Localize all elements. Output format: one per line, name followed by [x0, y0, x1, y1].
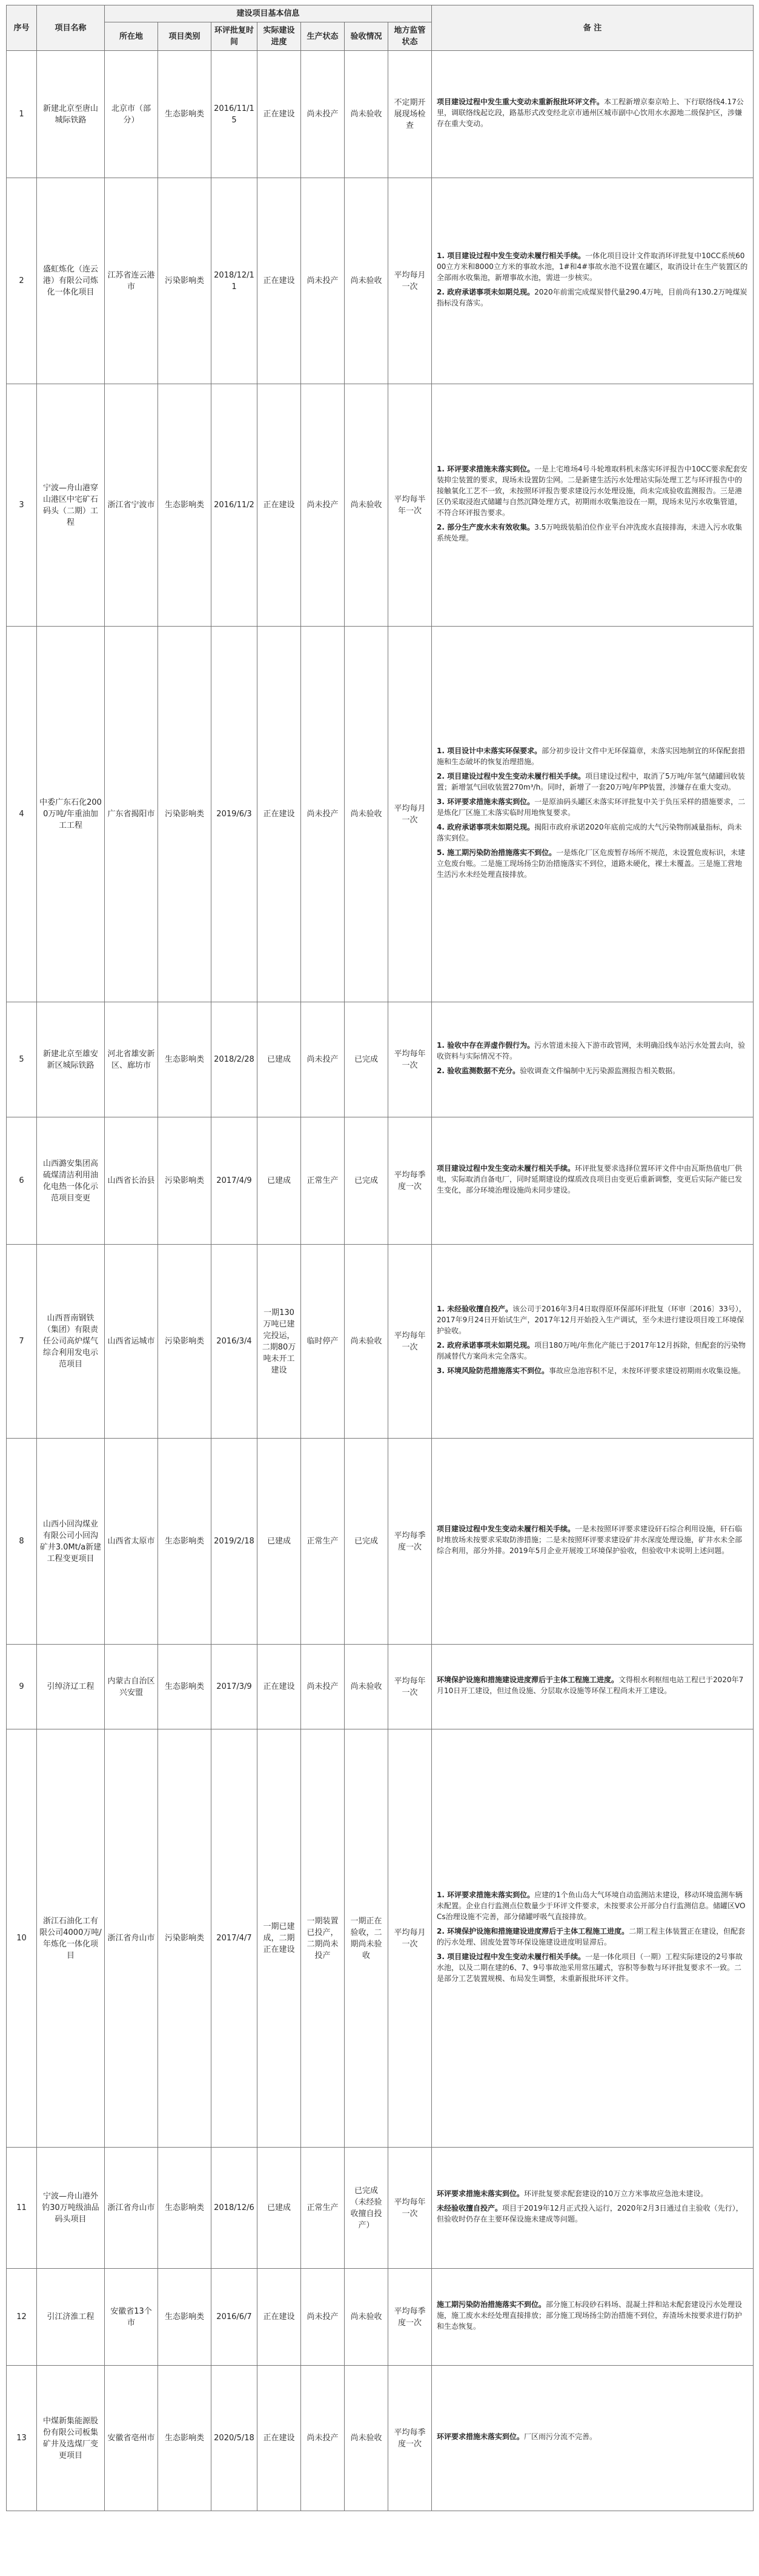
table-body — [7, 51, 754, 2511]
remark-paragraph — [437, 771, 748, 793]
cell-location: 广东省揭阳市 — [105, 627, 158, 1002]
cell-acceptance: 尚未验收 — [345, 1645, 388, 1729]
header-remarks: 备 注 — [432, 5, 754, 51]
header-seq: 序号 — [7, 5, 37, 51]
table-row — [7, 2269, 754, 2366]
cell-category: 生态影响类 — [158, 1002, 211, 1117]
remark-text: 事故应急池容积不足，未按环评要求建设初期雨水收集设施。 — [549, 1366, 746, 1375]
remark-paragraph — [437, 1303, 748, 1336]
cell-category: 污染影响类 — [158, 178, 211, 384]
remark-text: 部分施工标段砂石料场、混凝土拌和站未配套建设污水处理设施，施工废水未经处理直接排放；部分施工现场扬尘防治措施不到位，弃渣场未按要求进行防护和生态恢复。 — [437, 2300, 743, 2331]
remark-text: 项目于2019年12月正式投入运行，2020年2月3日通过自主验收（先行），但验收时仍存在主要环保设施未建成等问题。 — [437, 2203, 743, 2223]
cell-category: 生态影响类 — [158, 2148, 211, 2269]
cell-production: 正常生产 — [301, 1439, 345, 1645]
cell-supervision: 平均每月一次 — [388, 627, 432, 1002]
remark-paragraph — [437, 287, 748, 308]
remark-heading: 未经验收擅自投产。 — [437, 2203, 503, 2212]
cell-category: 污染影响类 — [158, 627, 211, 1002]
cell-production: 尚未投产 — [301, 178, 345, 384]
cell-seq: 10 — [7, 1729, 37, 2148]
remark-paragraph — [437, 522, 748, 544]
remark-text: 一体化项目设计文件取消环评批复中10CC系统6000立方米和8000立方米的事故水池，1#和4#事故水池不设置在罐区，取消设计在生产装置区的全部雨水收集池，新增事故水池，需进一步核实。 — [437, 251, 748, 282]
cell-production: 一期装置已投产，二期尚未投产 — [301, 1729, 345, 2148]
remark-paragraph — [437, 2203, 748, 2225]
remark-paragraph — [437, 1340, 748, 1362]
header-row-1 — [7, 5, 754, 22]
cell-category: 污染影响类 — [158, 1245, 211, 1439]
cell-production: 尚未投产 — [301, 1002, 345, 1117]
header-production: 生产状态 — [301, 22, 345, 51]
cell-supervision: 平均每月一次 — [388, 178, 432, 384]
cell-supervision: 平均每年一次 — [388, 1645, 432, 1729]
remark-heading: 2. 环境保护设施和措施建设进度滞后于主体工程施工进度。 — [437, 1926, 629, 1935]
cell-progress: 正在建设 — [257, 2269, 301, 2366]
cell-name: 新建北京至唐山城际铁路 — [37, 51, 105, 178]
cell-acceptance: 已完成（未经验收擅自投产） — [345, 2148, 388, 2269]
cell-name: 山西小回沟煤业有限公司小回沟矿井3.0Mt/a新建工程变更项目 — [37, 1439, 105, 1645]
remark-text: 应建的1个鱼山岛大气环境自动监测站未建设，移动环境监测车辆未配置。企业自行监测点位数量少于环评文件要求，未按要求公开部分自行监测信息。储罐区VOCs治理设施不完善，部分储罐呼吸气直接排放。 — [437, 1890, 746, 1921]
project-table — [6, 5, 754, 2511]
remark-paragraph — [437, 1163, 748, 1196]
cell-remarks — [432, 1439, 754, 1645]
remark-text: 一是原油码头罐区未落实环评批复中关于负压采样的措施要求，二是炼化厂区施工未落实临时用地恢复要求。 — [437, 797, 746, 817]
remark-text: 污水管道未接入下游市政管网，未明确沿线车站污水处置去向，验收资料与实际情况不符。 — [437, 1040, 746, 1060]
cell-production: 正常生产 — [301, 1117, 345, 1245]
cell-remarks — [432, 384, 754, 627]
cell-location: 河北省雄安新区、廊坊市 — [105, 1002, 158, 1117]
cell-approval: 2019/2/18 — [211, 1439, 257, 1645]
remark-text: 3.5万吨级装船泊位作业平台冲洗废水直接排海，未进入污水收集系统处理。 — [437, 522, 743, 542]
remark-text: 一是炼化厂区危废暂存场所不规范，未设置危废标识，未建立危废台账。二是施工现场扬尘防治措施落实不到位，道路未硬化，裸土未覆盖。三是施工营地生活污水未经处理直接排放。 — [437, 848, 746, 879]
remark-heading: 1. 验收中存在弄虚作假行为。 — [437, 1040, 535, 1050]
cell-location: 山西省运城市 — [105, 1245, 158, 1439]
remark-paragraph — [437, 1523, 748, 1556]
cell-location: 山西省长治县 — [105, 1117, 158, 1245]
cell-location: 浙江省舟山市 — [105, 2148, 158, 2269]
remark-heading: 1. 环评要求措施未落实到位。 — [437, 1890, 535, 1899]
remark-text: 一是上宅堆场4号斗轮堆取料机未落实环评报告中10CC要求配套安装抑尘装置的要求，现场未设置防尘网。二是新建生活污水处理站实际处理工艺与环评报告中的接触氧化工艺不一致，未按照环评报告要求建设污水处理设施，尚未完成验收监测报告。三是港区仍采取浸泡式储罐与自然沉降处理方式，初期雨水收集池设在一期，现场未见污水收集管道，不符合环评报告要求。 — [437, 464, 747, 517]
cell-acceptance: 已完成 — [345, 1117, 388, 1245]
cell-approval: 2018/12/11 — [211, 178, 257, 384]
table-row — [7, 1645, 754, 1729]
cell-acceptance: 尚未验收 — [345, 178, 388, 384]
table-row — [7, 1002, 754, 1117]
remark-paragraph — [437, 745, 748, 767]
cell-acceptance: 一期正在验收，二期尚未验收 — [345, 1729, 388, 2148]
remark-text: 文得根水利枢纽电站工程已于2020年7月10日开工建设，但过鱼设施、分层取水设施等环保工程尚未开工建设。 — [437, 1675, 744, 1695]
cell-location: 安徽省亳州市 — [105, 2366, 158, 2511]
cell-progress: 一期130万吨已建完投运，二期80万吨未开工建设 — [257, 1245, 301, 1439]
remark-text: 一是一体化项目（一期）工程实际建设的2号事故水池，以及二期在建的6、7、9号事故池采用常压罐式，容积等参数与环评批复要求不一致。二是部分工艺装置规模、布局发生调整，未重新报批环评文件。 — [437, 1952, 743, 1983]
cell-remarks — [432, 1729, 754, 2148]
cell-approval: 2017/4/7 — [211, 1729, 257, 2148]
remark-paragraph — [437, 847, 748, 880]
remark-text: 项目180万吨/年焦化产能已于2017年12月拆除，但配套的污染物削减替代方案尚未完全落实。 — [437, 1340, 746, 1360]
cell-name: 浙江石油化工有限公司4000万吨/年炼化一体化项目 — [37, 1729, 105, 2148]
remark-heading: 2. 政府承诺事项未如期兑现。 — [437, 1340, 535, 1350]
cell-approval: 2018/2/28 — [211, 1002, 257, 1117]
remark-text: 一是未按照环评要求建设矸石综合利用设施，矸石临时堆放场未按要求采取防渗措施；二是未按照环评要求建设矿井水深度处理设施，矿井水未全部综合利用，部分外排。2019年5月企业开展竣工环境保护验收，但验收中未说明上述问题。 — [437, 1524, 743, 1555]
remark-heading: 项目建设过程中发生变动未履行相关手续。 — [437, 1163, 575, 1173]
cell-remarks — [432, 51, 754, 178]
cell-seq: 4 — [7, 627, 37, 1002]
cell-name: 中委广东石化2000万吨/年重油加工工程 — [37, 627, 105, 1002]
remark-heading: 项目建设过程中发生变动未履行相关手续。 — [437, 1524, 575, 1533]
cell-production: 尚未投产 — [301, 2366, 345, 2511]
cell-category: 生态影响类 — [158, 1439, 211, 1645]
cell-name: 宁波—舟山港外钓30万吨级油品码头项目 — [37, 2148, 105, 2269]
cell-seq: 8 — [7, 1439, 37, 1645]
remark-heading: 环境保护设施和措施建设进度滞后于主体工程施工进度。 — [437, 1675, 619, 1684]
cell-category: 生态影响类 — [158, 1645, 211, 1729]
cell-supervision: 平均每季度一次 — [388, 1439, 432, 1645]
cell-category: 污染影响类 — [158, 1729, 211, 2148]
cell-supervision: 平均每季度一次 — [388, 2366, 432, 2511]
header-supervision: 地方监管状态 — [388, 22, 432, 51]
cell-location: 北京市（部分） — [105, 51, 158, 178]
cell-name: 山西潞安集团高硫煤清洁利用油化电热一体化示范项目变更 — [37, 1117, 105, 1245]
cell-production: 尚未投产 — [301, 627, 345, 1002]
header-acceptance: 验收情况 — [345, 22, 388, 51]
cell-seq: 6 — [7, 1117, 37, 1245]
cell-progress: 正在建设 — [257, 178, 301, 384]
remark-paragraph — [437, 1951, 748, 1984]
cell-location: 浙江省宁波市 — [105, 384, 158, 627]
cell-name: 新建北京至雄安新区城际铁路 — [37, 1002, 105, 1117]
cell-seq: 7 — [7, 1245, 37, 1439]
table-row — [7, 2148, 754, 2269]
cell-remarks — [432, 1117, 754, 1245]
cell-remarks — [432, 2269, 754, 2366]
cell-production: 尚未投产 — [301, 2269, 345, 2366]
cell-progress: 正在建设 — [257, 1645, 301, 1729]
remark-paragraph — [437, 1889, 748, 1922]
cell-production: 正常生产 — [301, 2148, 345, 2269]
inspection-document — [6, 5, 753, 2511]
cell-progress: 已建成 — [257, 1117, 301, 1245]
cell-supervision: 平均每年一次 — [388, 2148, 432, 2269]
remark-text: 2020年前需完成煤炭替代量290.4万吨，目前尚有130.2万吨煤炭指标没有落实。 — [437, 287, 747, 307]
cell-supervision: 平均每月一次 — [388, 1729, 432, 2148]
cell-supervision: 平均每年一次 — [388, 1245, 432, 1439]
cell-progress: 正在建设 — [257, 2366, 301, 2511]
cell-remarks — [432, 2366, 754, 2511]
header-progress: 实际建设进度 — [257, 22, 301, 51]
remark-paragraph — [437, 1926, 748, 1948]
remark-text: 环评批复要求配套建设的10万立方米事故应急池未建设。 — [524, 2189, 708, 2198]
remark-paragraph — [437, 1065, 748, 1076]
cell-location: 安徽省13个市 — [105, 2269, 158, 2366]
cell-production: 尚未投产 — [301, 1645, 345, 1729]
table-row — [7, 51, 754, 178]
cell-location: 山西省太原市 — [105, 1439, 158, 1645]
cell-approval: 2020/5/18 — [211, 2366, 257, 2511]
remark-heading: 2. 政府承诺事项未如期兑现。 — [437, 287, 535, 296]
cell-remarks — [432, 627, 754, 1002]
cell-name: 引江济淮工程 — [37, 2269, 105, 2366]
cell-remarks — [432, 1245, 754, 1439]
remark-heading: 1. 项目建设过程中发生变动未履行相关手续。 — [437, 251, 586, 260]
remark-heading: 5. 施工期污染防治措施落实不到位。 — [437, 848, 557, 857]
cell-approval: 2018/12/6 — [211, 2148, 257, 2269]
cell-approval: 2019/6/3 — [211, 627, 257, 1002]
cell-seq: 9 — [7, 1645, 37, 1729]
table-row — [7, 178, 754, 384]
cell-category: 生态影响类 — [158, 384, 211, 627]
cell-approval: 2017/4/9 — [211, 1117, 257, 1245]
cell-remarks — [432, 2148, 754, 2269]
table-row — [7, 1245, 754, 1439]
remark-heading: 1. 未经验收擅自投产。 — [437, 1304, 513, 1313]
remark-paragraph — [437, 1040, 748, 1062]
cell-seq: 12 — [7, 2269, 37, 2366]
cell-seq: 2 — [7, 178, 37, 384]
cell-remarks — [432, 1002, 754, 1117]
remark-text: 二期工程主体装置正在建设，但配套的污水处理、固废处置等环保设施建设进度明显滞后。 — [437, 1926, 746, 1946]
remark-text: 本工程新增京秦京哈上、下行联络线4.17公里，调联络线起讫段，路基形式改变经北京市通州区城市副中心饮用水水源地二级保护区，涉嫌存在重大变动。 — [437, 97, 744, 128]
cell-remarks — [432, 178, 754, 384]
cell-category: 生态影响类 — [158, 51, 211, 178]
cell-seq: 13 — [7, 2366, 37, 2511]
remark-text: 部分初步设计文件中无环保篇章，未落实因地制宜的环保配套措施和生态破坏的恢复治理措施。 — [437, 746, 746, 766]
cell-category: 生态影响类 — [158, 2366, 211, 2511]
remark-text: 该公司于2016年3月4日取得原环保部环评批复（环审〔2016〕33号），2017年9月24日开始试生产，2017年12月开始投入生产调试，至今未进行建设项目竣工环境保护验收。 — [437, 1304, 746, 1335]
header-category: 项目类别 — [158, 22, 211, 51]
remark-text: 验收调查文件编制中无污染源监测报告相关数据。 — [520, 1066, 680, 1075]
cell-acceptance: 尚未验收 — [345, 1245, 388, 1439]
cell-approval: 2016/3/4 — [211, 1245, 257, 1439]
cell-acceptance: 尚未验收 — [345, 51, 388, 178]
header-approval: 环评批复时间 — [211, 22, 257, 51]
remark-heading: 2. 部分生产废水未有效收集。 — [437, 522, 535, 531]
remark-paragraph — [437, 1674, 748, 1696]
cell-progress: 正在建设 — [257, 51, 301, 178]
cell-supervision: 不定期开展现场检查 — [388, 51, 432, 178]
cell-supervision: 平均每半年一次 — [388, 384, 432, 627]
cell-remarks — [432, 1645, 754, 1729]
remark-text: 环评批复要求选择位置环评文件中由瓦斯热值电厂供电，实际取消自备电厂，同时延期建设的煤质改良项目由变更后重新调整，变更后实际产能已发生变化，部分环境治理设施尚未同步建设。 — [437, 1163, 743, 1194]
cell-location: 内蒙古自治区兴安盟 — [105, 1645, 158, 1729]
remark-heading: 环评要求措施未落实到位。 — [437, 2432, 525, 2441]
cell-seq: 1 — [7, 51, 37, 178]
header-name: 项目名称 — [37, 5, 105, 51]
cell-progress: 正在建设 — [257, 627, 301, 1002]
remark-heading: 4. 政府承诺事项未如期兑现。 — [437, 822, 535, 831]
remark-heading: 环评要求措施未落实到位。 — [437, 2189, 525, 2198]
remark-heading: 3. 环评要求措施未落实到位。 — [437, 797, 535, 806]
cell-approval: 2016/11/2 — [211, 384, 257, 627]
cell-production: 尚未投产 — [301, 51, 345, 178]
cell-approval: 2016/11/15 — [211, 51, 257, 178]
remark-paragraph — [437, 250, 748, 283]
remark-heading: 3. 项目建设过程中发生变动未履行相关手续。 — [437, 1952, 586, 1961]
remark-heading: 2. 项目建设过程中发生变动未履行相关手续。 — [437, 771, 586, 780]
table-row — [7, 627, 754, 1002]
cell-progress: 已建成 — [257, 1439, 301, 1645]
cell-location: 江苏省连云港市 — [105, 178, 158, 384]
cell-supervision: 平均每季度一次 — [388, 1117, 432, 1245]
cell-approval: 2016/6/7 — [211, 2269, 257, 2366]
cell-name: 宁波—舟山港穿山港区中宅矿石码头（二期）工程 — [37, 384, 105, 627]
cell-acceptance: 尚未验收 — [345, 2366, 388, 2511]
header-group: 建设项目基本信息 — [105, 5, 432, 22]
remark-paragraph — [437, 2188, 748, 2199]
table-row — [7, 1729, 754, 2148]
remark-heading: 1. 项目设计中未落实环保要求。 — [437, 746, 542, 755]
remark-paragraph — [437, 2431, 748, 2442]
table-row — [7, 2366, 754, 2511]
remark-text: 揭阳市政府承诺2020年底前完成的大气污染物削减量指标，尚未落实到位。 — [437, 822, 742, 842]
table-row — [7, 384, 754, 627]
remark-paragraph — [437, 96, 748, 129]
remark-paragraph — [437, 464, 748, 518]
remark-paragraph — [437, 1365, 748, 1376]
cell-name: 引绰济辽工程 — [37, 1645, 105, 1729]
cell-production: 临时停产 — [301, 1245, 345, 1439]
cell-production: 尚未投产 — [301, 384, 345, 627]
remark-text: 项目建设过程中，取消了5万吨/年氢气储罐回收装置；新增氢气回收装置270m³/h。同时，新增了一套20万吨/年PP装置，涉嫌存在重大变动。 — [437, 771, 745, 791]
cell-acceptance: 尚未验收 — [345, 2269, 388, 2366]
remark-heading: 3. 环境风险防范措施落实不到位。 — [437, 1366, 549, 1375]
cell-seq: 11 — [7, 2148, 37, 2269]
table-row — [7, 1439, 754, 1645]
cell-seq: 3 — [7, 384, 37, 627]
table-row — [7, 1117, 754, 1245]
cell-supervision: 平均每年一次 — [388, 1002, 432, 1117]
cell-supervision: 平均每季度一次 — [388, 2269, 432, 2366]
cell-progress: 一期已建成，二期正在建设 — [257, 1729, 301, 2148]
remark-paragraph — [437, 822, 748, 844]
remark-text: 厂区雨污分流不完善。 — [524, 2432, 597, 2441]
cell-acceptance: 已完成 — [345, 1439, 388, 1645]
remark-paragraph — [437, 796, 748, 818]
cell-approval: 2017/3/9 — [211, 1645, 257, 1729]
header-location: 所在地 — [105, 22, 158, 51]
cell-progress: 正在建设 — [257, 384, 301, 627]
cell-category: 污染影响类 — [158, 1117, 211, 1245]
cell-name: 中煤新集能源股份有限公司板集矿井及选煤厂变更项目 — [37, 2366, 105, 2511]
cell-progress: 已建成 — [257, 1002, 301, 1117]
cell-category: 生态影响类 — [158, 2269, 211, 2366]
cell-seq: 5 — [7, 1002, 37, 1117]
remark-heading: 项目建设过程中发生重大变动未重新报批环评文件。 — [437, 97, 605, 106]
cell-name: 山西晋南钢铁（集团）有限责任公司高炉煤气综合利用发电示范项目 — [37, 1245, 105, 1439]
cell-acceptance: 已完成 — [345, 1002, 388, 1117]
remark-heading: 1. 环评要求措施未落实到位。 — [437, 464, 535, 473]
cell-name: 盛虹炼化（连云港）有限公司炼化一体化项目 — [37, 178, 105, 384]
cell-acceptance: 尚未验收 — [345, 627, 388, 1002]
remark-heading: 2. 验收监测数据不充分。 — [437, 1066, 520, 1075]
remark-heading: 施工期污染防治措施落实不到位。 — [437, 2300, 546, 2309]
cell-acceptance: 尚未验收 — [345, 384, 388, 627]
cell-progress: 已建成 — [257, 2148, 301, 2269]
cell-location: 浙江省舟山市 — [105, 1729, 158, 2148]
remark-paragraph — [437, 2299, 748, 2332]
